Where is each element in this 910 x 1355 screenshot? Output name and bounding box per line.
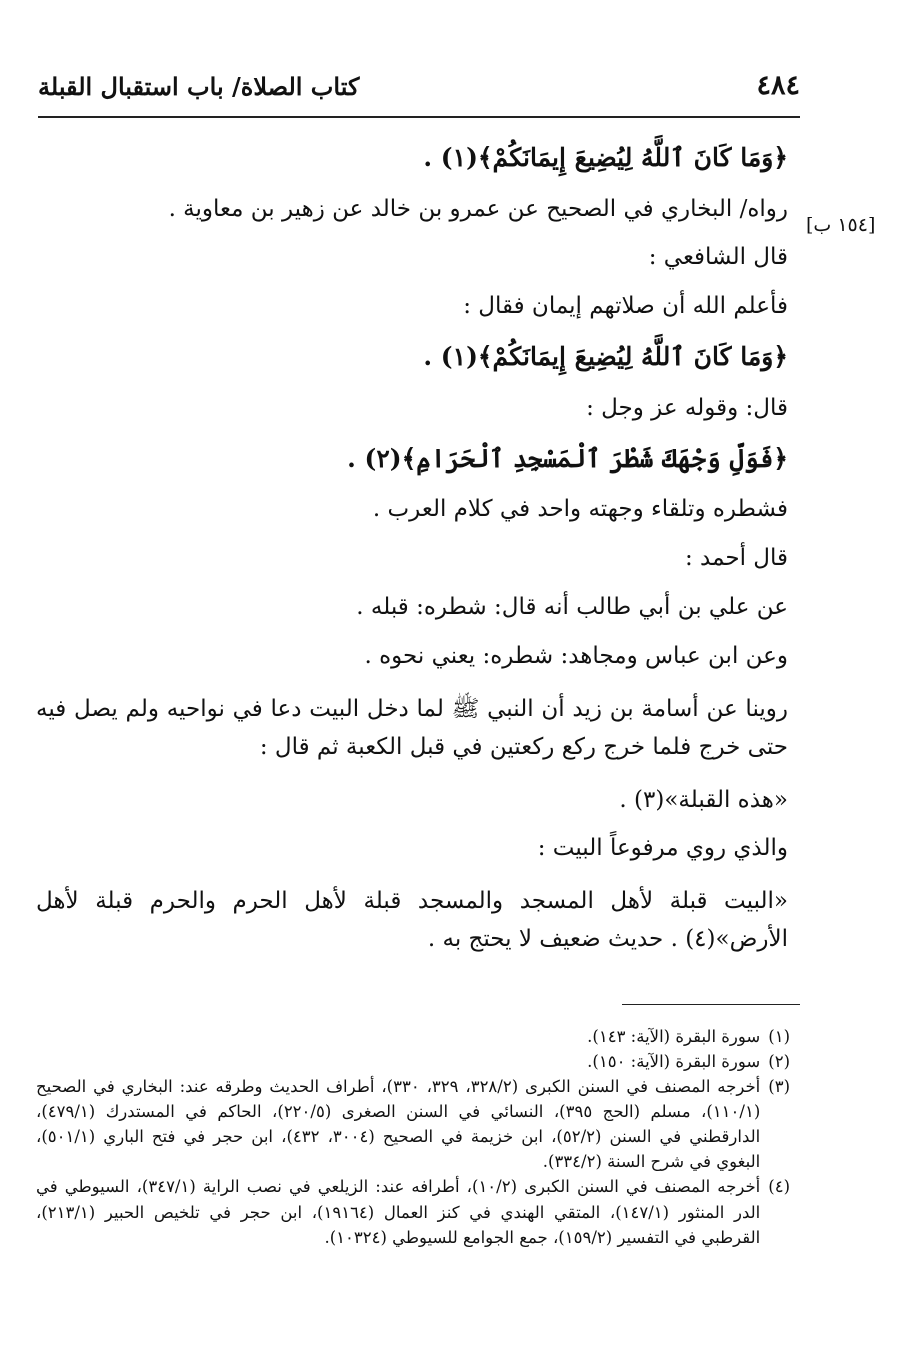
- footnote-number: (١): [768, 1027, 790, 1046]
- text-paragraph: وعن ابن عباس ومجاهد: شطره: يعني نحوه .: [364, 642, 788, 669]
- footnote: [36, 1174, 790, 1249]
- main-text: [36, 142, 788, 978]
- text-paragraph: رواه/ البخاري في الصحيح عن عمرو بن خالد عن زهير بن معاوية .: [168, 195, 788, 222]
- header-rule: [38, 116, 800, 118]
- footnote-number: (٣): [768, 1077, 790, 1097]
- quran-verse: ﴿فَوَلِّ وَجْهَكَ شَطْرَ ٱلْمَسْجِدِ ٱلْحَرَامِ﴾(٢) .: [347, 443, 788, 473]
- text-paragraph: فشطره وتلقاء وجهته واحد في كلام العرب .: [372, 496, 788, 523]
- page-header: [38, 64, 800, 112]
- text-paragraph: قال: وقوله عز وجل :: [586, 394, 788, 421]
- text-paragraph: قال أحمد :: [684, 544, 788, 571]
- hadith-quote: «البيت قبلة لأهل المسجد والمسجد قبلة لأهل الحرم والحرم قبلة لأهل الأرض»(٤) . حديث ضعيف لا يحتج به .: [36, 888, 788, 953]
- text-paragraph: قال الشافعي :: [648, 244, 788, 271]
- footnote: [36, 1074, 790, 1174]
- page-number: ٤٨٤: [756, 70, 800, 101]
- footnote-text: سورة البقرة (الآية: ١٥٠).: [587, 1052, 761, 1072]
- footnote-rule: [622, 1004, 800, 1005]
- footnote: [36, 1024, 790, 1049]
- quran-verse: ﴿وَمَا كَانَ ٱللَّهُ لِيُضِيعَ إِيمَانَكُمْ﴾(١) .: [423, 342, 788, 372]
- footnote-text: أخرجه المصنف في السنن الكبرى (١٠/٢)، أطرافه عند: الزيلعي في نصب الراية (٣٤٧/١)، السيوطي في الدر المنثور (١٤٧/١)، المتقي الهندي في كنز العمال (١٩١٦٤)، ابن حجر في تلخيص الحبير (٢١٣/١)، القرطبي في التفسير (١٥٩/٢)، جمع الجوامع للسيوطي (١٠٣٢٤).: [36, 1177, 761, 1247]
- footnote-text: أخرجه المصنف في السنن الكبرى (٣٢٨/٢، ٣٢٩، ٣٣٠)، أطراف الحديث وطرقه عند: البخاري في الصحيح (١١٠/١)، مسلم (الحج ٣٩٥)، النسائي في السنن الصغرى (٢٢٠/٥)، الحاكم في المستدرك (٤٧٩/١)، الدارقطني في السنن (٥٢/٢)، ابن خزيمة في الصحيح (٣٠٠٤، ٤٣٢)، ابن حجر في فتح الباري (٥٠١/١)، البغوي في شرح السنة (٣٣٤/٢).: [36, 1077, 761, 1172]
- text-paragraph: فأعلم الله أن صلاتهم إيمان فقال :: [463, 293, 788, 320]
- margin-folio-note: [١٥٤ ب]: [806, 214, 876, 236]
- quran-verse: ﴿وَمَا كَانَ ٱللَّهُ لِيُضِيعَ إِيمَانَكُمْ﴾(١) .: [423, 143, 788, 172]
- footnote-number: (٢): [768, 1052, 790, 1072]
- text-paragraph: والذي روي مرفوعاً البيت :: [537, 835, 788, 862]
- footnote-number: (٤): [768, 1177, 790, 1197]
- footnote-text: سورة البقرة (الآية: ١٤٣).: [587, 1027, 761, 1046]
- running-title: كتاب الصلاة/ باب استقبال القبلة: [38, 72, 360, 101]
- footnote: [36, 1049, 790, 1074]
- footnotes: [36, 1024, 790, 1250]
- text-paragraph: روينا عن أسامة بن زيد أن النبي ﷺ لما دخل البيت دعا في نواحيه ولم يصل فيه حتى خرج فلما خرج ركع ركعتين في قبل الكعبة ثم قال :: [36, 695, 788, 760]
- hadith-quote: «هذه القبلة»(٣) .: [619, 786, 788, 813]
- text-paragraph: عن علي بن أبي طالب أنه قال: شطره: قبله .: [356, 593, 788, 620]
